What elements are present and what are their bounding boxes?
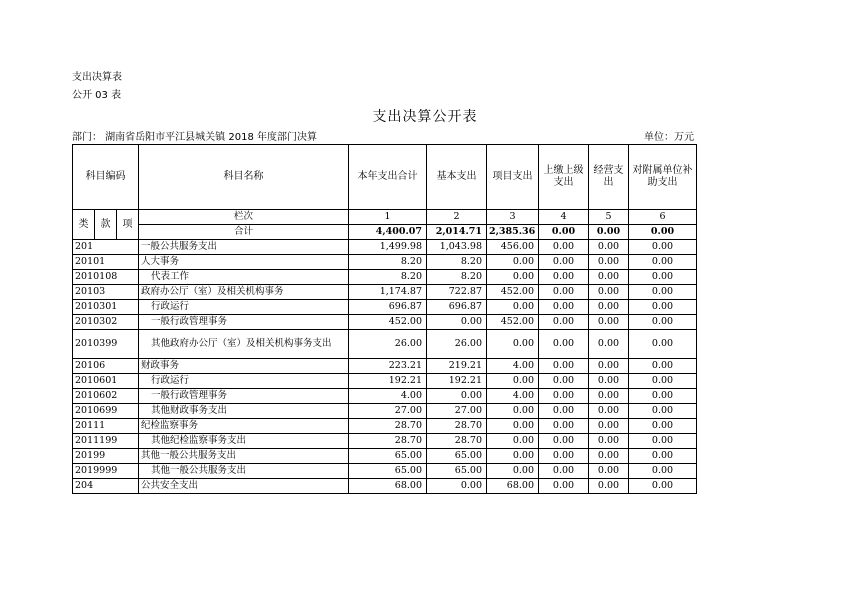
row-code: 2010108 [73, 270, 139, 285]
row-value: 0.00 [487, 449, 539, 464]
row-value: 0.00 [539, 464, 589, 479]
row-value: 1,174.87 [349, 285, 427, 300]
row-value: 0.00 [629, 434, 697, 449]
document-label: 支出决算表 [72, 72, 122, 83]
row-value: 192.21 [349, 374, 427, 389]
row-value: 0.00 [629, 479, 697, 494]
index-number: 4 [539, 210, 589, 225]
row-code: 2011199 [73, 434, 139, 449]
index-number: 6 [629, 210, 697, 225]
header-upper: 上缴上级支出 [539, 145, 589, 210]
row-name: 纪检监察事务 [139, 419, 349, 434]
row-value: 0.00 [539, 374, 589, 389]
table-row [73, 449, 697, 464]
row-value: 65.00 [349, 449, 427, 464]
row-value: 4.00 [487, 359, 539, 374]
row-code: 20101 [73, 255, 139, 270]
header-basic: 基本支出 [427, 145, 487, 210]
total-value: 2,014.71 [427, 225, 487, 240]
row-value: 0.00 [539, 270, 589, 285]
row-code: 201 [73, 240, 139, 255]
row-value: 28.70 [427, 434, 487, 449]
row-value: 0.00 [629, 464, 697, 479]
row-name: 代表工作 [139, 270, 349, 285]
row-code: 20199 [73, 449, 139, 464]
form-number: 公开 03 表 [72, 90, 122, 101]
table-row [73, 300, 697, 315]
row-value: 0.00 [539, 419, 589, 434]
row-value: 452.00 [349, 315, 427, 330]
row-value: 8.20 [349, 270, 427, 285]
row-value: 0.00 [589, 255, 629, 270]
row-value: 68.00 [349, 479, 427, 494]
row-name: 其他纪检监察事务支出 [139, 434, 349, 449]
row-value: 0.00 [589, 464, 629, 479]
table-row [73, 285, 697, 300]
row-code: 2010302 [73, 315, 139, 330]
table-row [73, 330, 697, 359]
total-row [73, 225, 697, 240]
row-value: 0.00 [539, 479, 589, 494]
total-value: 4,400.07 [349, 225, 427, 240]
row-value: 28.70 [427, 419, 487, 434]
row-value: 65.00 [349, 464, 427, 479]
header-project: 项目支出 [487, 145, 539, 210]
unit-label: 单位：万元 [644, 132, 694, 143]
row-code: 2019999 [73, 464, 139, 479]
row-name: 公共安全支出 [139, 479, 349, 494]
row-value: 0.00 [629, 315, 697, 330]
row-value: 722.87 [427, 285, 487, 300]
row-code: 20106 [73, 359, 139, 374]
index-number: 5 [589, 210, 629, 225]
row-value: 4.00 [487, 389, 539, 404]
index-row [73, 210, 697, 225]
row-value: 0.00 [589, 404, 629, 419]
row-name: 一般公共服务支出 [139, 240, 349, 255]
row-value: 0.00 [629, 330, 697, 359]
table-row [73, 270, 697, 285]
header-xiang: 项 [117, 210, 139, 240]
index-number: 1 [349, 210, 427, 225]
table-row [73, 389, 697, 404]
header-name: 科目名称 [139, 145, 349, 210]
row-value: 27.00 [349, 404, 427, 419]
row-value: 4.00 [349, 389, 427, 404]
table-row [73, 479, 697, 494]
row-name: 其他一般公共服务支出 [139, 449, 349, 464]
row-value: 0.00 [539, 330, 589, 359]
row-name: 一般行政管理事务 [139, 315, 349, 330]
row-value: 0.00 [539, 404, 589, 419]
row-name: 行政运行 [139, 300, 349, 315]
index-number: 3 [487, 210, 539, 225]
expenditure-table [72, 144, 697, 494]
row-value: 0.00 [487, 464, 539, 479]
row-code: 2010301 [73, 300, 139, 315]
row-value: 0.00 [629, 389, 697, 404]
row-value: 0.00 [629, 300, 697, 315]
row-value: 452.00 [487, 315, 539, 330]
total-value: 0.00 [589, 225, 629, 240]
row-value: 65.00 [427, 449, 487, 464]
row-name: 人大事务 [139, 255, 349, 270]
table-row [73, 419, 697, 434]
row-value: 0.00 [487, 434, 539, 449]
row-value: 0.00 [539, 240, 589, 255]
row-code: 2010399 [73, 330, 139, 359]
row-value: 0.00 [629, 449, 697, 464]
row-value: 0.00 [629, 270, 697, 285]
row-value: 26.00 [427, 330, 487, 359]
row-name: 财政事务 [139, 359, 349, 374]
header-code: 科目编码 [73, 145, 139, 210]
row-value: 27.00 [427, 404, 487, 419]
page-title: 支出决算公开表 [372, 109, 478, 125]
row-name: 行政运行 [139, 374, 349, 389]
department-line: 部门： 湖南省岳阳市平江县城关镇 2018 年度部门决算 [72, 132, 317, 143]
row-value: 28.70 [349, 434, 427, 449]
row-value: 28.70 [349, 419, 427, 434]
row-value: 0.00 [539, 285, 589, 300]
row-value: 65.00 [427, 464, 487, 479]
row-name: 政府办公厅（室）及相关机构事务 [139, 285, 349, 300]
row-value: 0.00 [629, 285, 697, 300]
row-value: 0.00 [589, 479, 629, 494]
row-value: 0.00 [589, 315, 629, 330]
table-row [73, 359, 697, 374]
row-value: 0.00 [539, 449, 589, 464]
table-row [73, 464, 697, 479]
row-value: 8.20 [427, 270, 487, 285]
row-value: 0.00 [589, 419, 629, 434]
row-name: 其他政府办公厅（室）及相关机构事务支出 [139, 330, 349, 359]
row-value: 0.00 [629, 255, 697, 270]
row-value: 0.00 [589, 285, 629, 300]
row-value: 452.00 [487, 285, 539, 300]
row-value: 0.00 [589, 270, 629, 285]
row-value: 0.00 [487, 404, 539, 419]
header-business: 经营支出 [589, 145, 629, 210]
header-lei: 类 [73, 210, 95, 240]
row-value: 219.21 [427, 359, 487, 374]
table-row [73, 434, 697, 449]
header-row [73, 145, 697, 210]
row-value: 0.00 [539, 255, 589, 270]
row-value: 0.00 [589, 240, 629, 255]
row-code: 2010699 [73, 404, 139, 419]
row-value: 0.00 [629, 419, 697, 434]
row-value: 696.87 [427, 300, 487, 315]
row-value: 0.00 [539, 389, 589, 404]
row-code: 20111 [73, 419, 139, 434]
table-row [73, 315, 697, 330]
row-value: 0.00 [589, 434, 629, 449]
table-row [73, 255, 697, 270]
row-value: 0.00 [629, 404, 697, 419]
row-value: 0.00 [589, 359, 629, 374]
header-total: 本年支出合计 [349, 145, 427, 210]
total-value: 0.00 [539, 225, 589, 240]
total-value: 0.00 [629, 225, 697, 240]
row-code: 20103 [73, 285, 139, 300]
total-value: 2,385.36 [487, 225, 539, 240]
row-value: 0.00 [539, 359, 589, 374]
row-value: 0.00 [539, 434, 589, 449]
row-value: 0.00 [589, 449, 629, 464]
row-value: 1,043.98 [427, 240, 487, 255]
row-value: 0.00 [487, 270, 539, 285]
row-value: 0.00 [589, 300, 629, 315]
row-code: 2010601 [73, 374, 139, 389]
row-value: 0.00 [487, 374, 539, 389]
table-row [73, 240, 697, 255]
row-value: 0.00 [427, 479, 487, 494]
row-value: 0.00 [629, 240, 697, 255]
header-subsidy: 对附属单位补助支出 [629, 145, 697, 210]
row-value: 0.00 [427, 315, 487, 330]
table-row [73, 404, 697, 419]
header-kuan: 款 [95, 210, 117, 240]
row-value: 0.00 [427, 389, 487, 404]
table-row [73, 374, 697, 389]
row-value: 0.00 [487, 300, 539, 315]
row-name: 其他财政事务支出 [139, 404, 349, 419]
row-value: 0.00 [629, 374, 697, 389]
row-value: 0.00 [629, 359, 697, 374]
index-label: 栏次 [139, 210, 349, 225]
row-value: 0.00 [539, 315, 589, 330]
row-value: 696.87 [349, 300, 427, 315]
row-value: 0.00 [487, 419, 539, 434]
row-value: 223.21 [349, 359, 427, 374]
row-value: 26.00 [349, 330, 427, 359]
row-value: 0.00 [589, 389, 629, 404]
row-value: 192.21 [427, 374, 487, 389]
row-value: 1,499.98 [349, 240, 427, 255]
row-value: 8.20 [349, 255, 427, 270]
row-value: 0.00 [589, 374, 629, 389]
index-number: 2 [427, 210, 487, 225]
row-name: 其他一般公共服务支出 [139, 464, 349, 479]
row-value: 0.00 [539, 300, 589, 315]
row-value: 8.20 [427, 255, 487, 270]
row-code: 204 [73, 479, 139, 494]
row-value: 68.00 [487, 479, 539, 494]
row-value: 0.00 [487, 330, 539, 359]
row-value: 456.00 [487, 240, 539, 255]
row-value: 0.00 [589, 330, 629, 359]
total-label: 合计 [139, 225, 349, 240]
row-code: 2010602 [73, 389, 139, 404]
row-name: 一般行政管理事务 [139, 389, 349, 404]
row-value: 0.00 [487, 255, 539, 270]
